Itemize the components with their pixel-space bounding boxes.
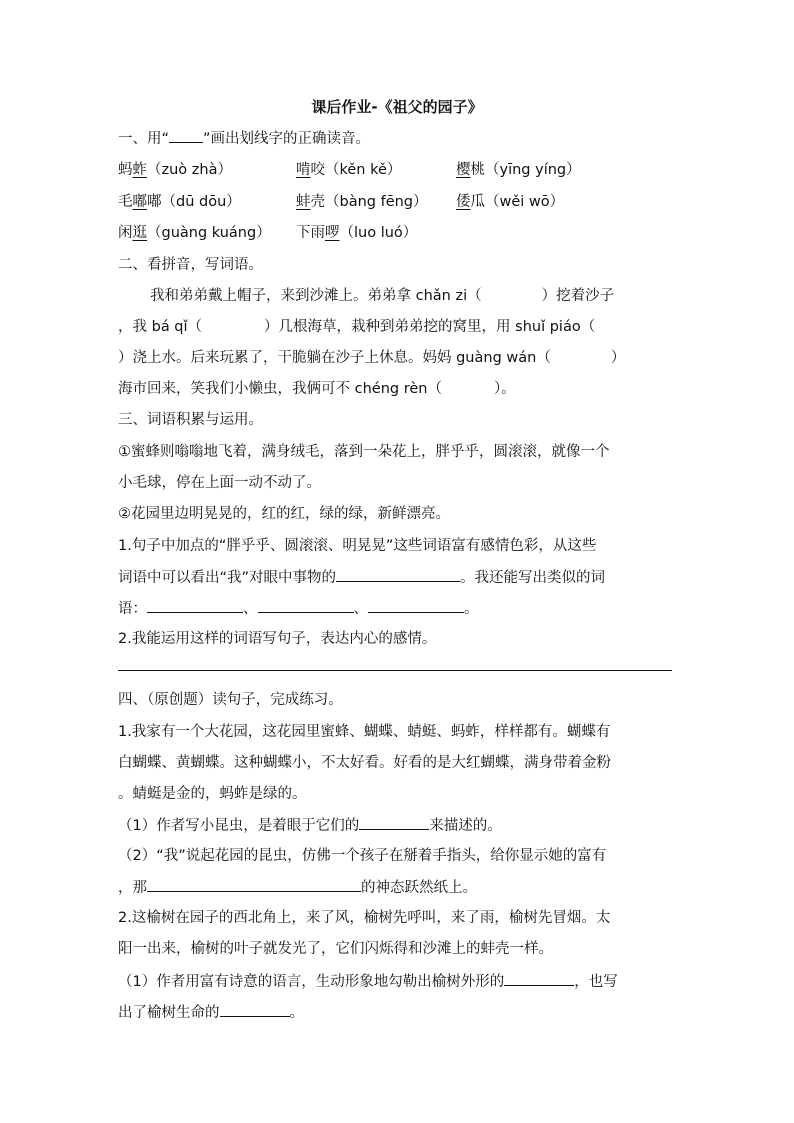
answer-blank[interactable] [220, 1002, 290, 1017]
passage-line: 。蜻蜓是金的，蚂蚱是绿的。 [118, 786, 307, 802]
answer-line[interactable] [118, 670, 672, 671]
page-title: 课后作业-《祖父的园子》 [311, 98, 483, 116]
passage-line: 2.这榆树在园子的西北角上，来了风，榆树先呼叫，来了雨，榆树先冒烟。太 [118, 910, 611, 926]
passage-line: ，我 bá qǐ（ ）几根海草，栽种到弟弟挖的窝里，用 shuǐ piáo（ [118, 319, 596, 335]
pinyin-item: 毛嘟嘟（dū dōu） [118, 194, 241, 210]
passage-line: 海市回来，笑我们小懒虫，我俩可不 chéng rèn（ ）。 [118, 381, 516, 397]
passage-line: 小毛球，停在上面一动不动了。 [118, 475, 321, 491]
question-line: 词语中可以看出“我”对眼中事物的 。我还能写出类似的词 [118, 567, 605, 588]
pinyin-item: 啃咬（kěn kě） [296, 162, 402, 178]
answer-blank[interactable] [359, 815, 429, 830]
section-3-heading: 三、词语积累与运用。 [118, 412, 263, 428]
question-line: 语： 、 、 。 [118, 598, 479, 619]
question-line: 2.我能运用这样的词语写句子，表达内心的感情。 [118, 631, 437, 647]
passage-line: ①蜜蜂则嗡嗡地飞着，满身绒毛，落到一朵花上，胖乎乎，圆滚滚，就像一个 [118, 444, 610, 460]
answer-blank[interactable] [336, 567, 460, 582]
pinyin-item: 蚌壳（bàng fēng） [296, 194, 428, 210]
pinyin-item: 闲逛（guàng kuáng） [118, 225, 271, 241]
passage-line: 阳一出来，榆树的叶子就发光了，它们闪烁得和沙滩上的蚌壳一样。 [118, 941, 553, 957]
question-line: （1）作者用富有诗意的语言，生动形象地勾勒出榆树外形的 ，也写 [118, 971, 618, 992]
passage-line: 我和弟弟戴上帽子，来到沙滩上。弟弟拿 chǎn zi（ ）挖着沙子 [150, 288, 615, 304]
passage-line: ）浇上水。后来玩累了，干脆躺在沙子上休息。妈妈 guàng wán（ ） [118, 350, 626, 366]
question-line: 1.句子中加点的“胖乎乎、圆滚滚、明晃晃”这些词语富有感情色彩，从这些 [118, 538, 597, 554]
question-line: ，那 的神态跃然纸上。 [118, 877, 477, 898]
question-line: 出了榆树生命的 。 [118, 1002, 304, 1023]
pinyin-item: 蚂蚱（zuò zhà） [118, 162, 232, 178]
answer-blank[interactable] [147, 877, 361, 892]
underline-sample [169, 128, 203, 143]
answer-blank[interactable] [504, 971, 574, 986]
answer-blank[interactable] [258, 598, 354, 613]
passage-line: 1.我家有一个大花园，这花园里蜜蜂、蝴蝶、蜻蜓、蚂蚱，样样都有。蝴蝶有 [118, 724, 611, 740]
passage-line: 白蝴蝶、黄蝴蝶。这种蝴蝶小，不太好看。好看的是大红蝴蝶，满身带着金粉 [118, 755, 611, 771]
section-1-heading: 一、用“ ”画出划线字的正确读音。 [118, 128, 370, 149]
section-4-heading: 四、（原创题）读句子，完成练习。 [118, 692, 343, 708]
answer-blank[interactable] [147, 598, 243, 613]
pinyin-item: 倭瓜（wěi wō） [456, 194, 565, 210]
pinyin-item: 樱桃（yīng yíng） [456, 162, 581, 178]
pinyin-item: 下雨啰（luo luó） [296, 225, 418, 241]
question-line: （2）“我”说起花园的昆虫，仿佛一个孩子在掰着手指头，给你显示她的富有 [118, 848, 607, 864]
passage-line: ②花园里边明晃晃的，红的红，绿的绿，新鲜漂亮。 [118, 506, 450, 522]
section-2-heading: 二、看拼音，写词语。 [118, 257, 263, 273]
question-line: （1）作者写小昆虫，是着眼于它们的 来描述的。 [118, 815, 502, 836]
answer-blank[interactable] [368, 598, 464, 613]
